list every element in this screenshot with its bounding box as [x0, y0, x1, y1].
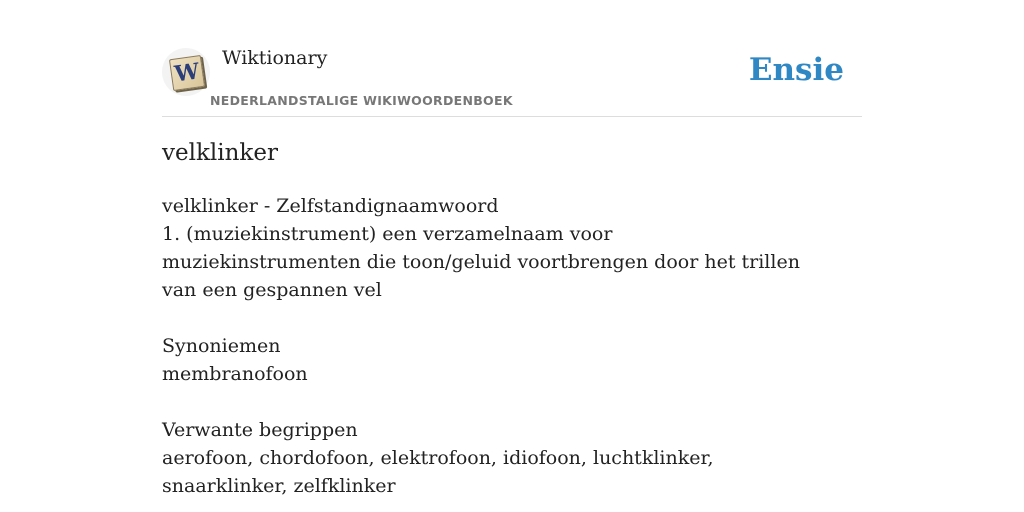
related-list: aerofoon, chordofoon, elektrofoon, idiofoon, luchtklinker, snaarklinker, zelfklinker [162, 447, 714, 497]
site-header [162, 44, 862, 117]
part-of-speech-line: velklinker - Zelfstandignaamwoord [162, 195, 499, 217]
spacer [162, 388, 802, 416]
wiktionary-logo-icon: W [169, 55, 205, 91]
page-title: velklinker [162, 140, 278, 166]
wiktionary-logo[interactable] [162, 48, 210, 96]
spacer [162, 304, 802, 332]
synonyms-list: membranofoon [162, 363, 308, 385]
entry-content [162, 192, 802, 500]
definition-text: 1. (muziekinstrument) een verzamelnaam voor muziekinstrumenten die toon/geluid voortbrengen door het trillen van een gespannen vel [162, 223, 800, 301]
ensie-brand-logo[interactable]: Ensie [748, 52, 844, 88]
site-name[interactable]: Wiktionary [222, 47, 328, 69]
related-heading: Verwante begrippen [162, 419, 358, 441]
site-subtitle: NEDERLANDSTALIGE WIKIWOORDENBOEK [210, 93, 513, 108]
synonyms-heading: Synoniemen [162, 335, 281, 357]
